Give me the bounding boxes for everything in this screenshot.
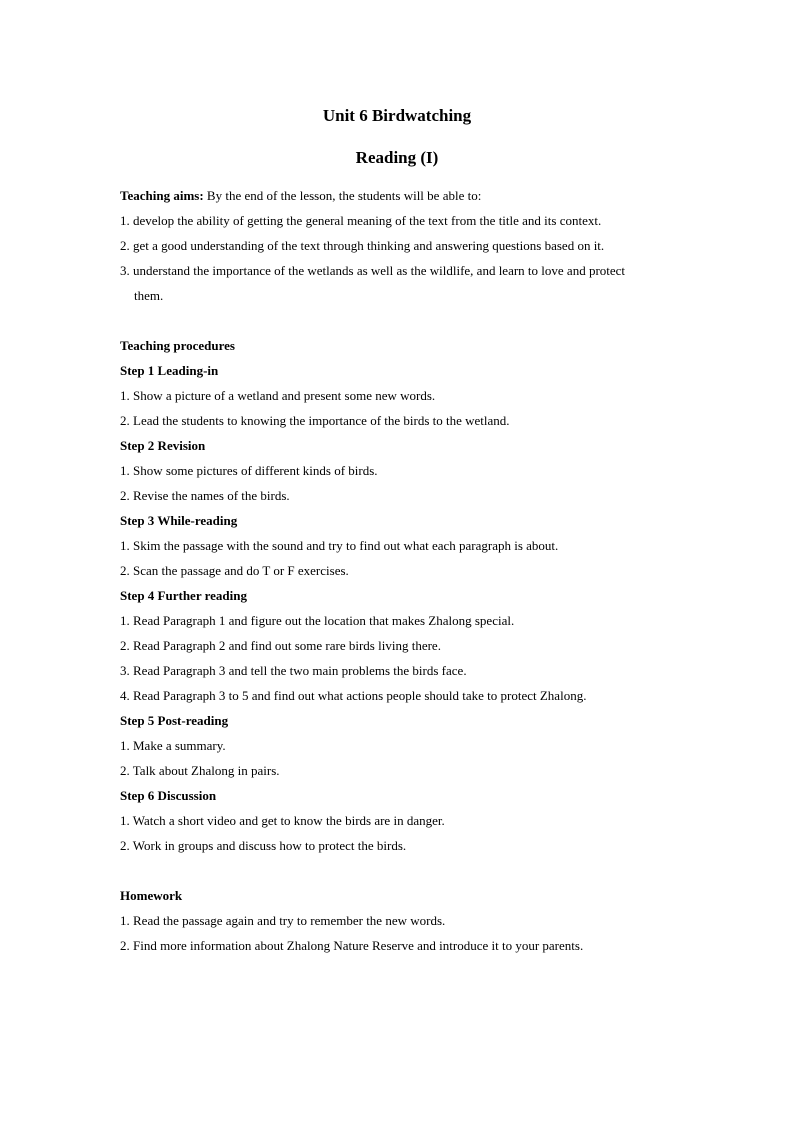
step-item: 1. Watch a short video and get to know the birds are in danger. bbox=[120, 813, 445, 828]
document-subtitle: Reading (I) bbox=[355, 148, 439, 167]
step-title: Step 2 Revision bbox=[120, 438, 206, 453]
procedures-heading: Teaching procedures bbox=[120, 338, 235, 353]
step-item: 2. Revise the names of the birds. bbox=[120, 488, 290, 503]
step-item: 4. Read Paragraph 3 to 5 and find out what actions people should take to protect Zhalong. bbox=[120, 688, 587, 703]
spacer bbox=[120, 858, 680, 883]
step-item: 2. Talk about Zhalong in pairs. bbox=[120, 763, 280, 778]
step-item: 2. Work in groups and discuss how to protect the birds. bbox=[120, 838, 407, 853]
aim-item: 2. get a good understanding of the text through thinking and answering questions based on it. bbox=[120, 238, 605, 253]
step-item: 1. Show some pictures of different kinds of birds. bbox=[120, 463, 378, 478]
homework-item: 2. Find more information about Zhalong Nature Reserve and introduce it to your parents. bbox=[120, 938, 584, 953]
aim-item: 1. develop the ability of getting the general meaning of the text from the title and its context. bbox=[120, 213, 602, 228]
aim-item-continuation: them. bbox=[134, 288, 164, 303]
spacer bbox=[120, 308, 680, 333]
step-item: 2. Read Paragraph 2 and find out some rare birds living there. bbox=[120, 638, 441, 653]
step-item: 1. Make a summary. bbox=[120, 738, 226, 753]
step-title: Step 4 Further reading bbox=[120, 588, 247, 603]
step-item: 1. Read Paragraph 1 and figure out the location that makes Zhalong special. bbox=[120, 613, 515, 628]
step-item: 1. Show a picture of a wetland and present some new words. bbox=[120, 388, 436, 403]
step-item: 1. Skim the passage with the sound and try to find out what each paragraph is about. bbox=[120, 538, 559, 553]
teaching-aims-intro bbox=[120, 183, 680, 208]
homework-item: 1. Read the passage again and try to remember the new words. bbox=[120, 913, 446, 928]
teaching-aims-label: Teaching aims: bbox=[120, 188, 204, 203]
teaching-aims-text: By the end of the lesson, the students will be able to: bbox=[203, 188, 482, 203]
step-item: 3. Read Paragraph 3 and tell the two main problems the birds face. bbox=[120, 663, 467, 678]
step-title: Step 5 Post-reading bbox=[120, 713, 229, 728]
aim-item: 3. understand the importance of the wetlands as well as the wildlife, and learn to love and protect bbox=[120, 263, 626, 278]
homework-heading: Homework bbox=[120, 888, 183, 903]
step-title: Step 3 While-reading bbox=[120, 513, 238, 528]
step-item: 2. Scan the passage and do T or F exercises. bbox=[120, 563, 349, 578]
step-title: Step 1 Leading-in bbox=[120, 363, 219, 378]
document-title: Unit 6 Birdwatching bbox=[322, 106, 472, 125]
document-body bbox=[120, 183, 680, 958]
step-title: Step 6 Discussion bbox=[120, 788, 217, 803]
step-item: 2. Lead the students to knowing the importance of the birds to the wetland. bbox=[120, 413, 510, 428]
